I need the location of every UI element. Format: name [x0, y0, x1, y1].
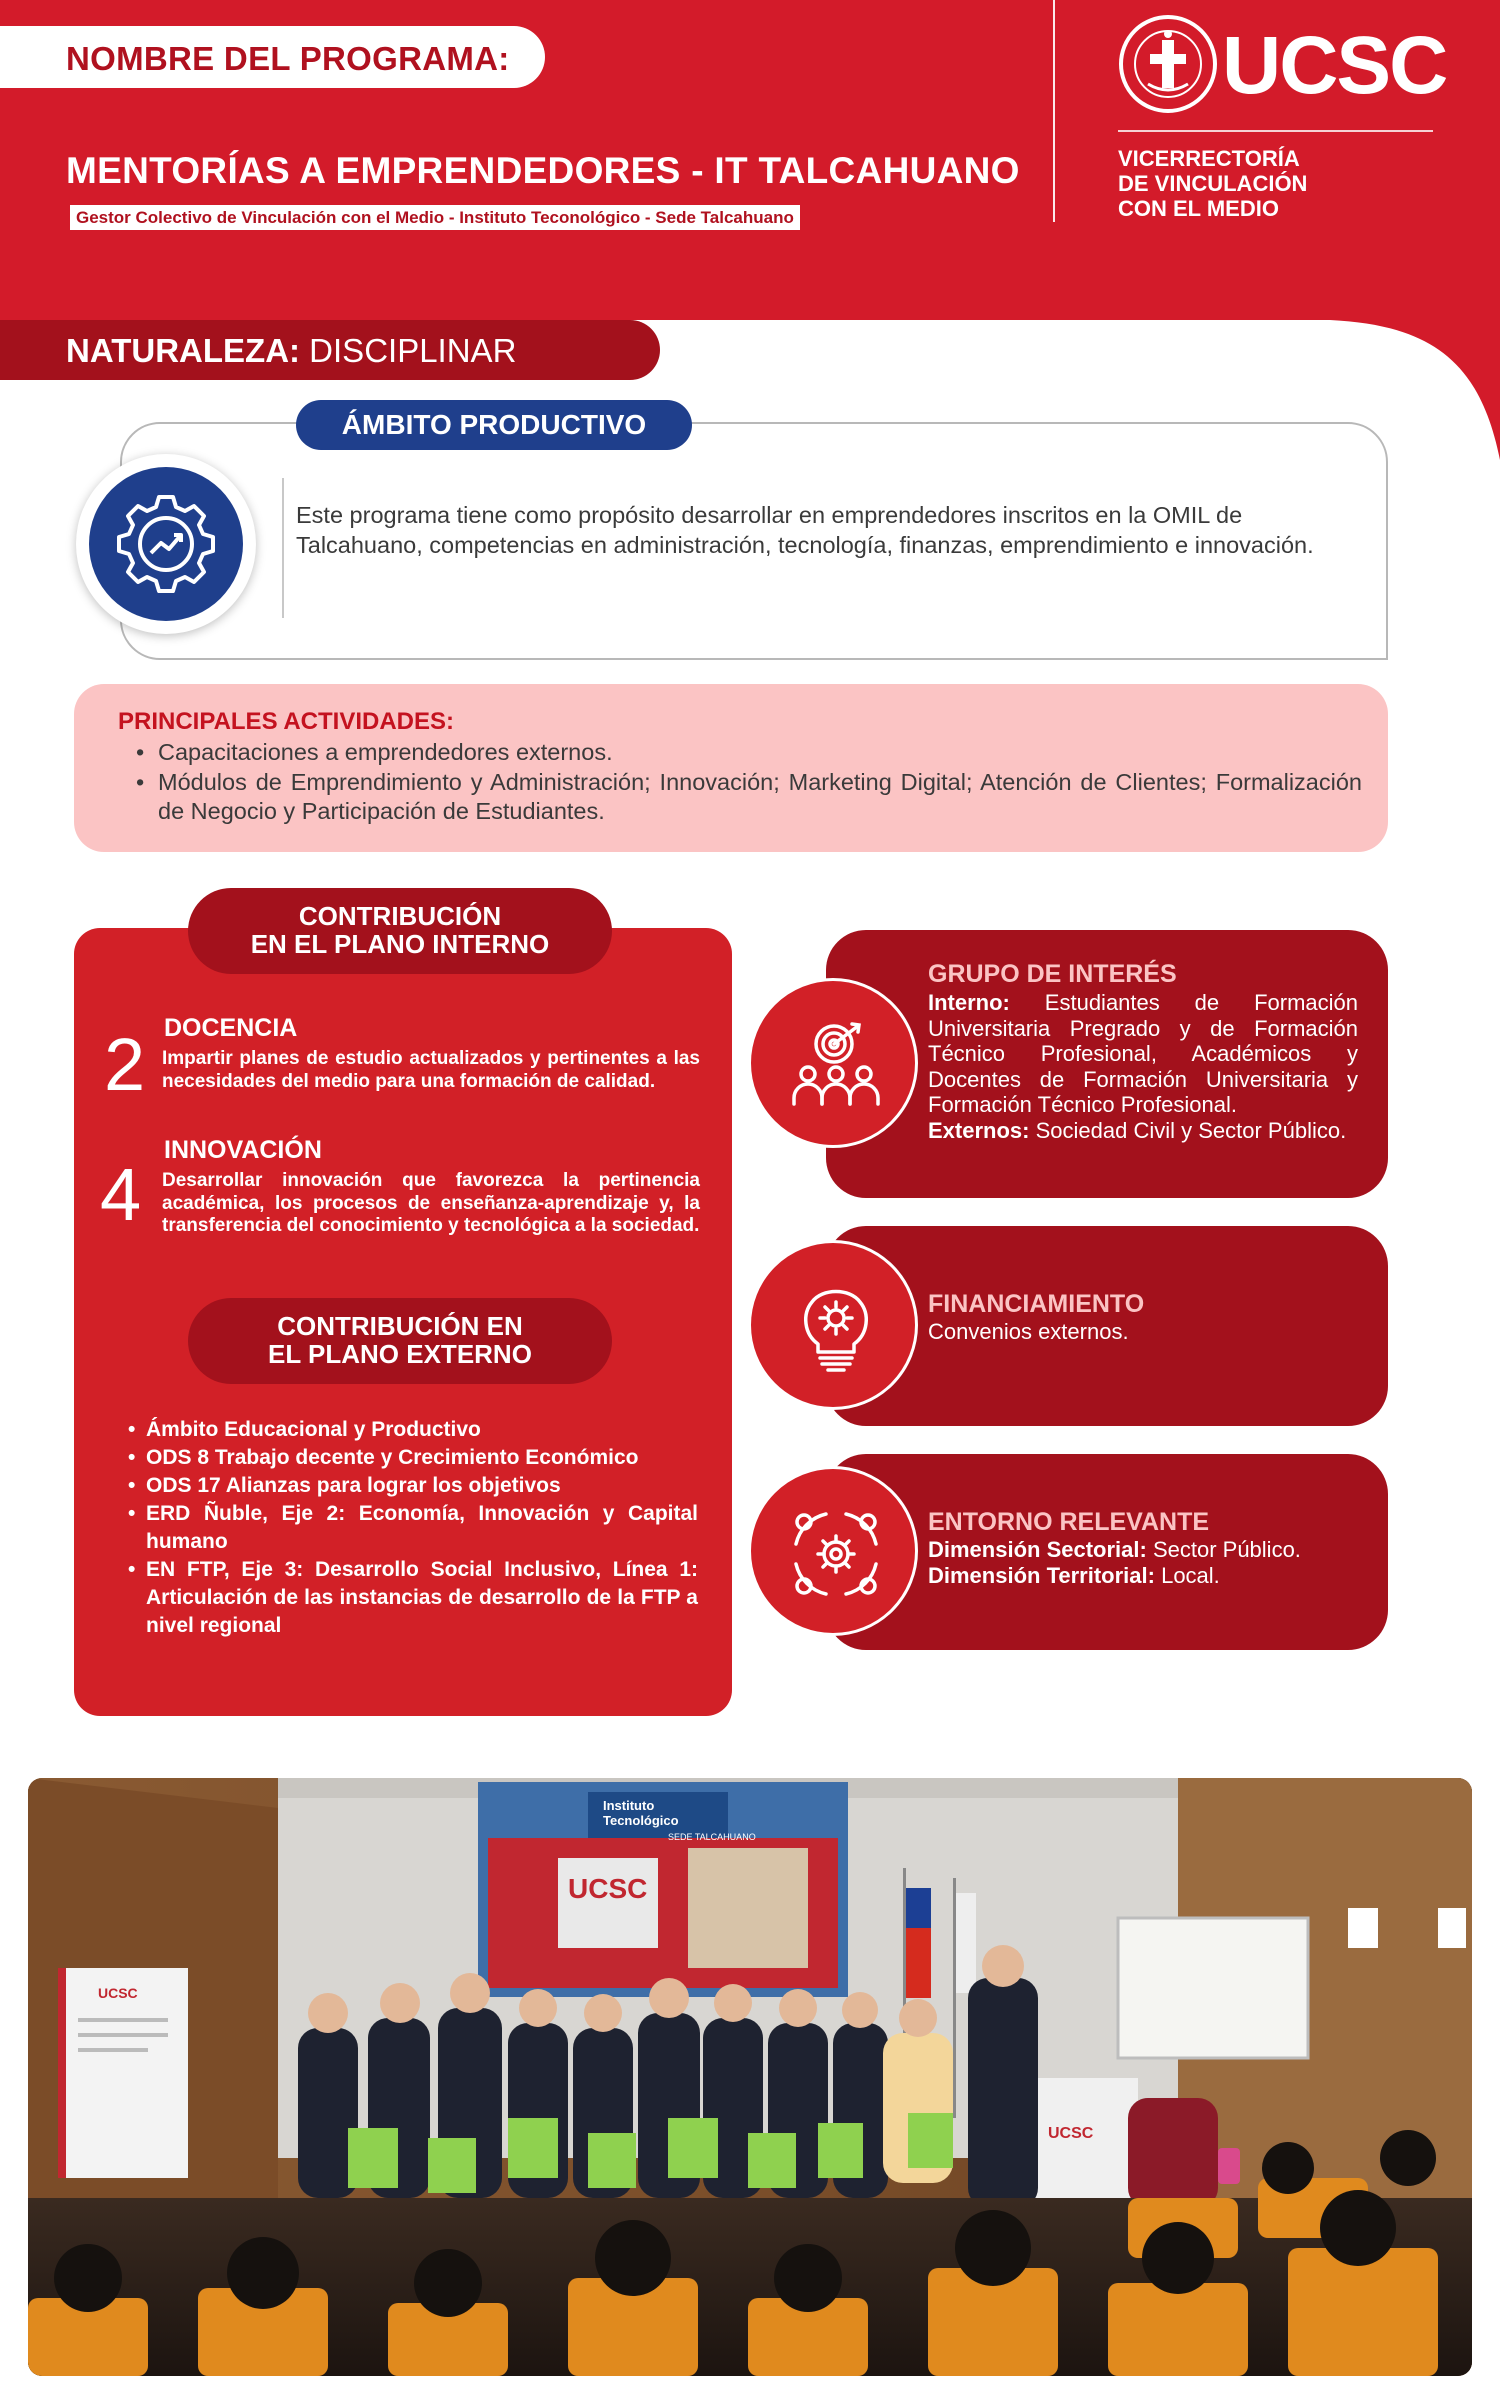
interno-label: Interno: [928, 990, 1010, 1015]
docencia-number: 2 [104, 1023, 146, 1106]
list-item: • Módulos de Emprendimiento y Administración; Innovación; Marketing Digital; Atención de Clientes; Formalización de Negocio y Participación de Estudiantes. [136, 768, 1362, 827]
list-item: • EN FTP, Eje 3: Desarrollo Social Inclusivo, Línea 1: Articulación de las instancias de desarrollo de la FTP a nivel regional [128, 1556, 698, 1640]
screen-logo: UCSC [568, 1873, 648, 1904]
ambito-title: ÁMBITO PRODUCTIVO [296, 400, 692, 450]
ambito-separator [282, 478, 284, 618]
innovacion-text: Desarrollar innovación que favorezca la pertinencia académica, los procesos de enseñanza-aprendizaje y, la transferencia del conocimiento y tecnológica a la sociedad. [162, 1170, 700, 1236]
grupo-interes-title: GRUPO DE INTERÉS [928, 960, 1177, 988]
program-title: MENTORÍAS A EMPRENDEDORES - IT TALCAHUANO [66, 150, 1020, 191]
list-item: • Capacitaciones a emprendedores externos. [136, 738, 1362, 768]
title-line: CONTRIBUCIÓN EN [277, 1311, 523, 1341]
docencia-text: Impartir planes de estudio actualizados y pertinentes a las necesidades del medio para una formación de calidad. [162, 1048, 700, 1092]
actividades-title: PRINCIPALES ACTIVIDADES: [118, 708, 455, 735]
title-line: EN EL PLANO INTERNO [250, 929, 550, 959]
list-item: • Ámbito Educacional y Productivo [128, 1416, 698, 1444]
program-label-pill [0, 26, 545, 88]
naturaleza-pill [0, 320, 660, 380]
list-item: • ODS 8 Trabajo decente y Crecimiento Económico [128, 1444, 698, 1472]
gear-growth-icon [89, 467, 243, 621]
contribucion-externa-list [128, 1416, 698, 1640]
vicerrectoria-line: CON EL MEDIO [1118, 196, 1279, 221]
naturaleza-label [66, 332, 516, 370]
externos-text: Sociedad Civil y Sector Público. [1029, 1117, 1347, 1143]
financiamiento-icon-circle [748, 1240, 918, 1410]
event-photo [28, 1778, 1472, 2376]
docencia-title: DOCENCIA [164, 1014, 298, 1042]
vicerrectoria-label [1118, 146, 1448, 221]
gear-network-icon [786, 1504, 886, 1604]
contribucion-externa-title [188, 1298, 612, 1384]
vicerrectoria-line: DE VINCULACIÓN [1118, 171, 1308, 196]
screen-text-line: Instituto [603, 1798, 655, 1813]
title-line: CONTRIBUCIÓN [298, 901, 502, 931]
ambito-icon-circle [76, 454, 256, 634]
sectorial-label: Dimensión Sectorial: [928, 1537, 1147, 1562]
title-line: EL PLANO EXTERNO [268, 1339, 532, 1369]
program-label: NOMBRE DEL PROGRAMA: [66, 40, 510, 77]
externos-label: Externos: [928, 1117, 1030, 1143]
ucsc-logo-text: UCSC [1222, 20, 1447, 111]
interno-text: Estudiantes de Formación Universitaria Pregrado y de Formación Técnico Profesional, Académicos y Docentes de Formación Universitaria y Formación Técnico Profesional. [928, 990, 1358, 1117]
header-vertical-divider [1053, 0, 1055, 222]
vicerrectoria-line: VICERRECTORÍA [1118, 146, 1300, 171]
sectorial-value: Sector Público. [1146, 1537, 1301, 1562]
innovacion-title: INNOVACIÓN [164, 1136, 322, 1164]
territorial-value: Local. [1154, 1562, 1220, 1588]
grupo-interes-icon-circle [748, 978, 918, 1148]
contribucion-interna-title [188, 888, 612, 974]
ambito-icon-bg [89, 467, 243, 621]
financiamiento-text: Convenios externos. [928, 1319, 1129, 1344]
program-subtitle: Gestor Colectivo de Vinculación con el Medio - Instituto Teconológico - Sede Talcahuano [70, 205, 800, 230]
screen-text-line: Tecnológico [603, 1813, 679, 1828]
screen-text-line: SEDE TALCAHUANO [668, 1832, 756, 1842]
wall-sign-logo: UCSC [98, 1985, 138, 2001]
lightbulb-gear-icon [786, 1278, 886, 1378]
naturaleza-key: NATURALEZA: [66, 332, 301, 369]
naturaleza-value: DISCIPLINAR [300, 332, 517, 369]
university-seal-icon [1118, 14, 1218, 114]
target-people-icon [786, 1016, 886, 1116]
list-item: • ODS 17 Alianzas para lograr los objetivos [128, 1472, 698, 1500]
podium-logo: UCSC [1048, 2125, 1094, 2142]
entorno-icon-circle [748, 1466, 918, 1636]
innovacion-number: 4 [100, 1153, 142, 1236]
list-item: • ERD Ñuble, Eje 2: Economía, Innovación y Capital humano [128, 1500, 698, 1556]
grupo-interes-text [928, 990, 1358, 1143]
ambito-description: Este programa tiene como propósito desarrollar en emprendedores inscritos en la OMIL de Talcahuano, competencias en administración, tecnología, finanzas, emprendimiento e innovación. [296, 502, 1314, 558]
actividades-list [136, 738, 1362, 827]
entorno-text [928, 1537, 1358, 1588]
financiamiento-title: FINANCIAMIENTO [928, 1290, 1145, 1318]
territorial-label: Dimensión Territorial: [928, 1562, 1155, 1588]
header-horizontal-divider [1118, 130, 1433, 132]
event-photo-illustration [28, 1778, 1472, 2376]
entorno-title: ENTORNO RELEVANTE [928, 1508, 1210, 1536]
